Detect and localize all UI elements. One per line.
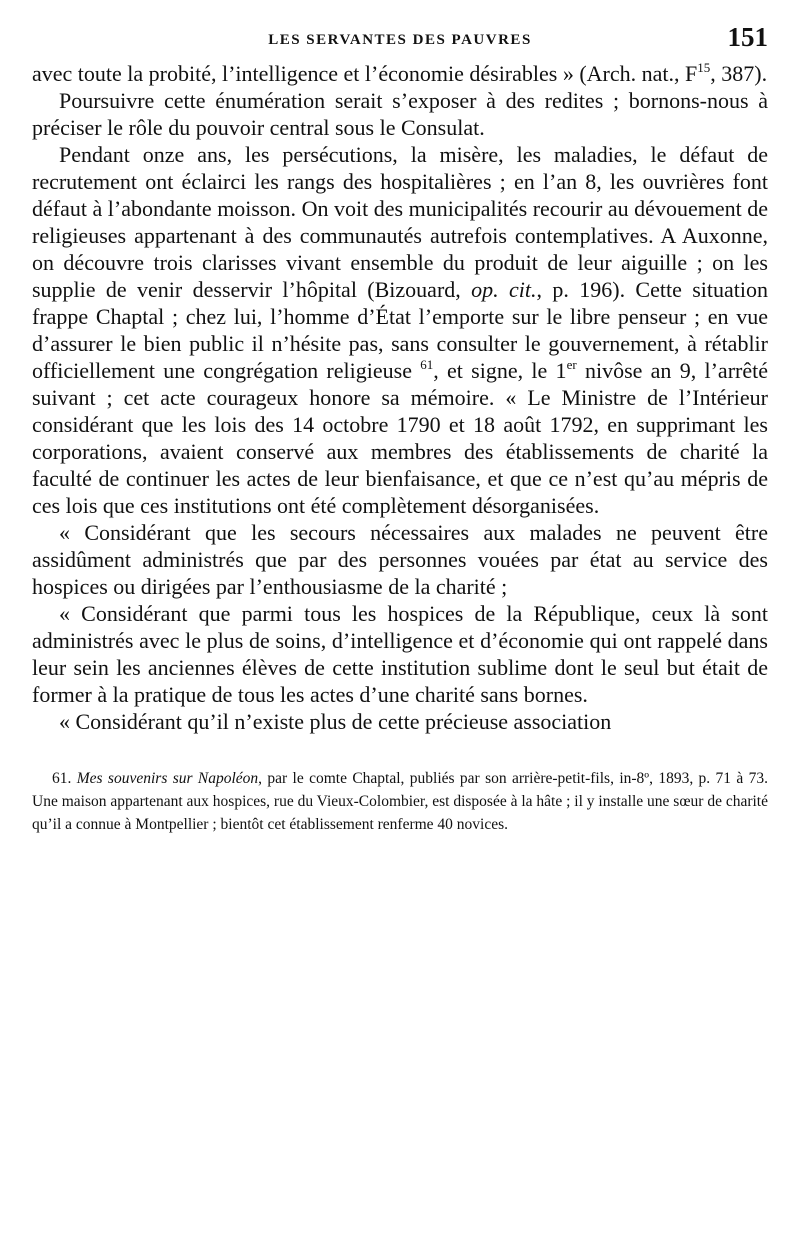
footnote-61 [32,767,768,836]
footnote-61-number: 61. [52,770,72,787]
p1-text: avec toute la probité, l’intelligence et l’économie désirables » (Arch. nat., F [32,61,698,86]
footnotes [32,767,768,836]
running-title: LES SERVANTES DES PAUVRES [268,32,532,48]
p1-end: , 387). [710,61,768,86]
p3-part-c: , et signe, le 1 [433,358,567,383]
p3-er-superscript: er [566,357,577,372]
paragraph-4: « Considérant que les secours nécessaires aux malades ne peuvent être assidûment administrés que par des personnes vouées par état au service des hospices ou dirigées par l’enthousiasme de la charité ; [32,520,768,599]
footnote-ref-61: 61 [420,357,434,372]
paragraph-6: « Considérant qu’il n’existe plus de cette précieuse association [59,709,612,734]
p3-part-d: nivôse an 9, l’arrêté suivant ; cet acte courageux honore sa mémoire. « Le Ministre de l’Intérieur considérant que les lois des 14 octobre 1790 et 18 août 1792, en supprimant les corporations, avaient conservé aux membres des établissements de charité la faculté de continuer les actes de leur bienfaisance, et que ce n’est qu’au mépris de ces lois que ces institutions ont été complètement désorganisées. [32,358,768,518]
book-page [32,20,768,836]
p3-op-cit: op. cit. [471,277,537,302]
paragraph-1 [32,60,768,87]
paragraph-2: Poursuivre cette énumération serait s’exposer à des redites ; bornons-nous à préciser le rôle du pouvoir central sous le Consulat. [32,88,768,140]
footnote-61-text: , par le comte Chaptal, publiés par son arrière-petit-fils, in-8º, 1893, p. 71 à 73. Une maison appartenant aux hospices, rue du Vieux-Colombier, est disposée à la hâte ; il y installe une sœur de charité qu’il a connue à Montpellier ; bientôt cet établissement renferme 40 novices. [32,770,769,833]
page-number: 151 [727,22,768,52]
paragraph-5: « Considérant que parmi tous les hospices de la République, ceux là sont administrés avec le plus de soins, d’intelligence et d’économie qui ont rappelé dans leur sein les anciennes élèves de cette institution sublime dont le seul but était de former à la pratique de tous les actes d’une charité sans bornes. [32,601,768,707]
body-text [32,60,768,735]
p1-superscript: 15 [697,60,711,75]
running-head [32,20,768,60]
footnote-61-title: Mes souvenirs sur Napoléon [76,770,259,787]
paragraph-3 [32,141,768,519]
p3-part-a: Pendant onze ans, les persécutions, la misère, les maladies, le défaut de recrutement ont éclairci les rangs des hospitalières ; en l’an 8, les ouvrières font défaut à l’abondante moisson. On voit des municipalités recourir au dévouement de religieuses appartenant à des communautés autrefois contemplatives. A Auxonne, on découvre trois clarisses vivant ensemble du produit de leur aiguille ; on les supplie de venir desservir l’hôpital (Bizouard, [32,142,768,302]
p3-part-b: , p. 196). Cette situation frappe Chaptal ; chez lui, l’homme d’État l’emporte sur le libre penseur ; en vue d’assurer le bien public il n’hésite pas, sans consulter le gouvernement, à rétablir officiellement une congrégation religieuse [32,277,769,383]
